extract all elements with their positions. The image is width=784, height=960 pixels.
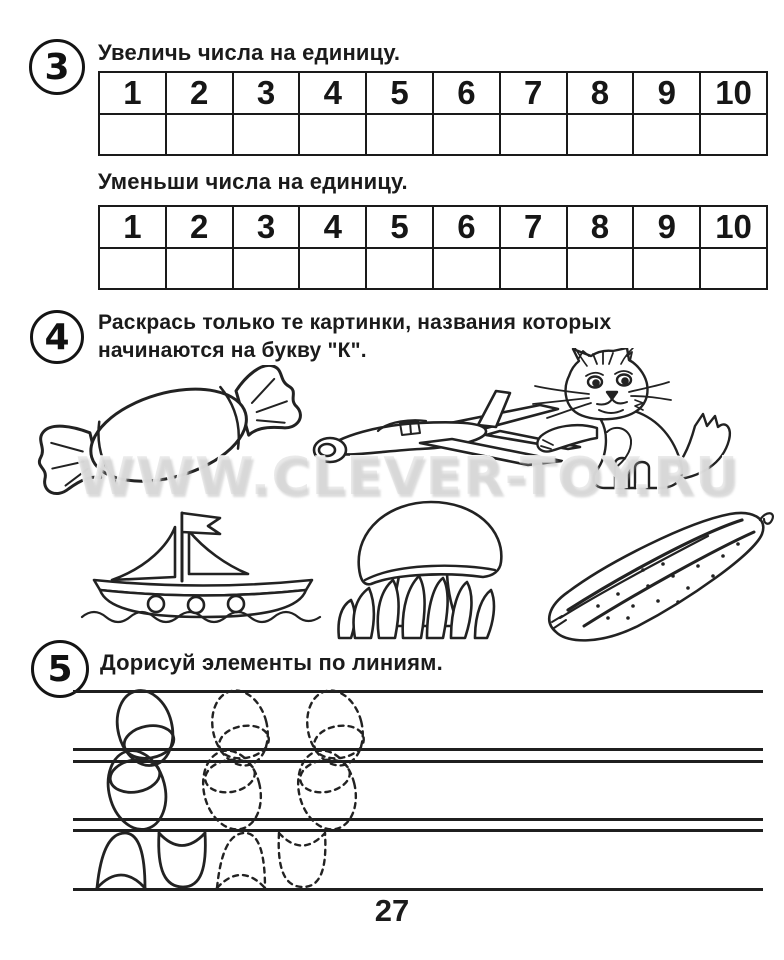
number-cell: 8 — [567, 206, 634, 248]
number-cell: 10 — [700, 72, 767, 114]
task4-heading-line2: начинаются на букву "К". — [98, 339, 367, 362]
task5-badge: 5 — [31, 640, 89, 698]
number-cell: 9 — [633, 72, 700, 114]
answer-cell[interactable] — [700, 248, 767, 289]
sailboat-image — [78, 505, 328, 630]
watermark: WWW.CLEVER-TOY.RU — [76, 447, 740, 507]
increase-numbers-table — [98, 71, 768, 156]
traceable-wave-element[interactable] — [217, 833, 325, 888]
number-cell: 10 — [700, 206, 767, 248]
answer-cell[interactable] — [99, 114, 166, 155]
traceable-oval-element[interactable] — [290, 685, 370, 836]
tracing-elements — [70, 682, 540, 897]
answer-cell[interactable] — [299, 114, 366, 155]
number-cell: 9 — [633, 206, 700, 248]
answer-cell[interactable] — [567, 114, 634, 155]
number-cell: 3 — [233, 72, 300, 114]
answer-cell[interactable] — [700, 114, 767, 155]
answer-cell[interactable] — [366, 114, 433, 155]
answer-cell[interactable] — [166, 248, 233, 289]
task3-badge: 3 — [29, 39, 85, 95]
traceable-oval-element[interactable] — [195, 685, 275, 836]
task4-badge: 4 — [30, 310, 84, 364]
mushroom-image — [335, 488, 530, 643]
task3-decrease-heading: Уменьши числа на единицу. — [98, 169, 408, 194]
number-cell: 6 — [433, 206, 500, 248]
number-cell: 6 — [433, 72, 500, 114]
cucumber-image — [538, 506, 778, 651]
sailboat-picture[interactable] — [78, 505, 328, 630]
answer-cell[interactable] — [166, 114, 233, 155]
number-cell: 1 — [99, 206, 166, 248]
cat-image — [523, 348, 748, 498]
number-cell: 2 — [166, 72, 233, 114]
cat-picture[interactable] — [523, 348, 748, 498]
task4-heading-line1: Раскрась только те картинки, названия которых — [98, 311, 612, 334]
candy-picture[interactable] — [35, 365, 307, 515]
task3-increase-heading: Увеличь числа на единицу. — [98, 40, 401, 65]
number-cell: 5 — [366, 72, 433, 114]
number-cell: 4 — [299, 206, 366, 248]
number-cell: 8 — [567, 72, 634, 114]
answer-cell[interactable] — [433, 114, 500, 155]
decrease-numbers-table — [98, 205, 768, 290]
number-cell: 3 — [233, 206, 300, 248]
number-cell: 7 — [500, 72, 567, 114]
answer-cell[interactable] — [99, 248, 166, 289]
number-cell: 7 — [500, 206, 567, 248]
answer-cell[interactable] — [433, 248, 500, 289]
answer-cell[interactable] — [366, 248, 433, 289]
answer-cell[interactable] — [233, 114, 300, 155]
sample-oval-element — [100, 685, 180, 836]
answer-cell[interactable] — [500, 248, 567, 289]
number-cell: 4 — [299, 72, 366, 114]
page-number: 27 — [374, 893, 410, 928]
task5-heading: Дорисуй элементы по линиям. — [100, 650, 443, 675]
answer-cell[interactable] — [633, 114, 700, 155]
answer-cell[interactable] — [299, 248, 366, 289]
candy-image — [35, 365, 307, 515]
answer-cell[interactable] — [633, 248, 700, 289]
sample-wave-element — [97, 833, 205, 888]
number-cell: 2 — [166, 206, 233, 248]
number-cell: 5 — [366, 206, 433, 248]
answer-cell[interactable] — [567, 248, 634, 289]
mushroom-picture[interactable] — [335, 488, 530, 643]
number-cell: 1 — [99, 72, 166, 114]
answer-cell[interactable] — [233, 248, 300, 289]
answer-cell[interactable] — [500, 114, 567, 155]
cucumber-picture[interactable] — [538, 506, 778, 651]
